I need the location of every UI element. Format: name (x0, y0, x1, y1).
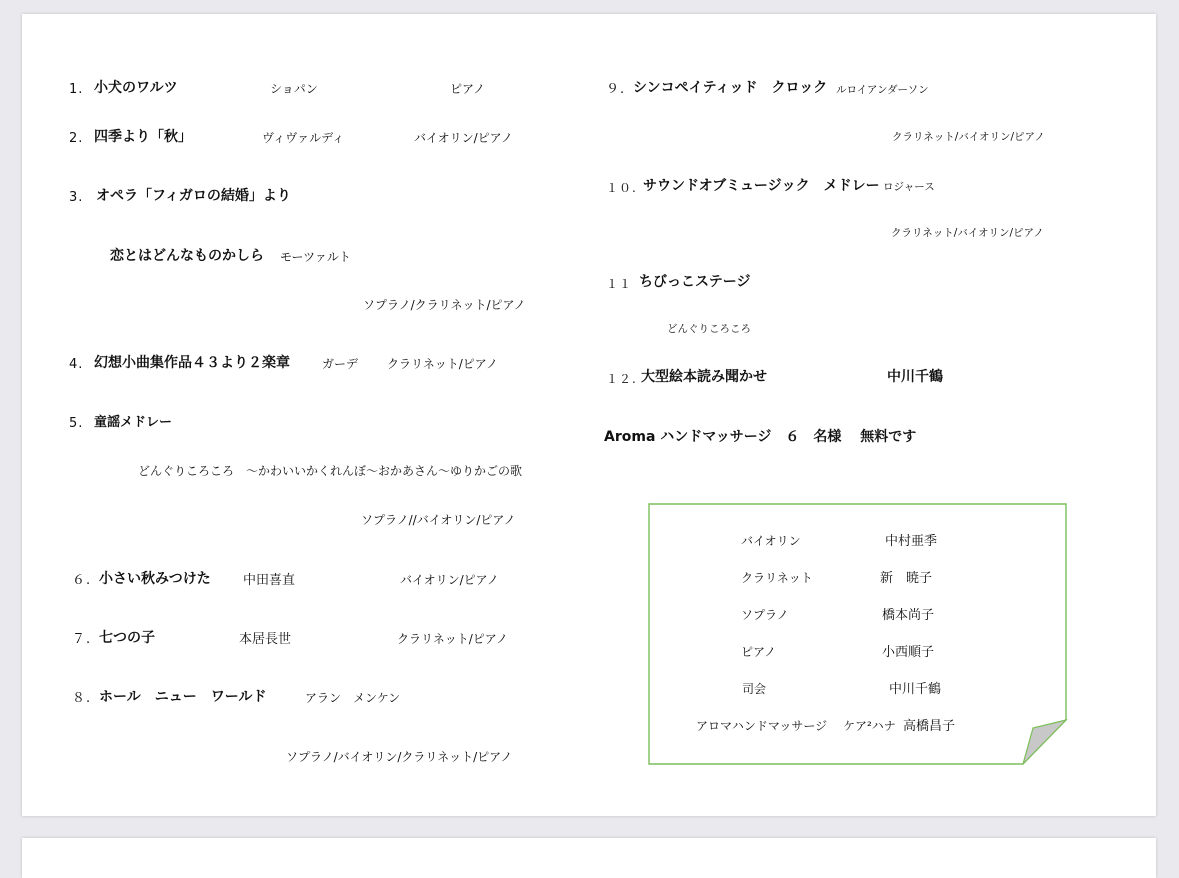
performer-role-4: ピアノ (741, 645, 777, 659)
item-10-title: サウンドオブミュージック メドレー (643, 178, 880, 194)
item-3-instruments: ソプラノ/クラリネット/ピアノ (363, 298, 526, 312)
item-8-composer: アラン メンケン (305, 691, 401, 705)
item-1-number: 1. (69, 82, 84, 97)
item-6-instruments: バイオリン/ピアノ (400, 573, 499, 587)
item-2-number: 2. (69, 131, 84, 146)
item-4-instruments: クラリネット/ピアノ (387, 357, 498, 371)
item-6-composer: 中田喜直 (243, 573, 296, 588)
item-7-title: 七つの子 (99, 630, 155, 646)
performer-name-1: 中村亜季 (885, 534, 938, 549)
item-1-title: 小犬のワルツ (94, 80, 178, 96)
performer-name-2: 新 暁子 (880, 571, 933, 586)
performer-name-5: 中川千鶴 (889, 682, 942, 697)
item-9-instruments: クラリネット/バイオリン/ピアノ (892, 131, 1045, 143)
item-7-composer: 本居長世 (239, 632, 292, 647)
performer-role-3: ソプラノ (741, 608, 789, 622)
item-6-title: 小さい秋みつけた (99, 571, 211, 587)
item-9-title: シンコペイティッド クロック (633, 80, 828, 96)
item-4-composer: ガーデ (322, 357, 359, 371)
item-4-title: 幻想小曲集作品４３より２楽章 (94, 355, 290, 371)
item-2-composer: ヴィヴァルディ (262, 131, 345, 145)
performer-role-1: バイオリン (741, 534, 801, 548)
item-2-instruments: バイオリン/ピアノ (414, 131, 513, 145)
item-3-composer: モーツァルト (280, 250, 351, 264)
performer-role-6: アロマハンドマッサージ ケア²ハナ (696, 719, 896, 733)
item-5-number: 5. (69, 416, 84, 431)
next-document-page (22, 838, 1156, 878)
item-12-title: 大型絵本読み聞かせ (641, 369, 767, 385)
item-2-title: 四季より「秋」 (94, 129, 192, 145)
item-8-title: ホール ニュー ワールド (99, 689, 267, 705)
performer-role-5: 司会 (742, 682, 767, 696)
item-1-composer: ショパン (270, 82, 318, 96)
item-10-number: １０. (606, 181, 637, 195)
item-5-title: 童謡メドレー (94, 415, 173, 430)
item-11-title: ちびっこステージ (639, 274, 751, 290)
item-6-number: ６. (72, 573, 92, 588)
performer-role-2: クラリネット (741, 571, 813, 585)
item-10-instruments: クラリネット/バイオリン/ピアノ (891, 227, 1044, 239)
item-3-subtitle: 恋とはどんなものかしら (110, 248, 264, 264)
performer-name-3: 橋本尚子 (882, 608, 935, 623)
item-11-number: １１ (606, 277, 633, 291)
item-3-title: オペラ「フィガロの結婚」より (96, 188, 291, 204)
performer-name-6: 高橋昌子 (903, 719, 956, 734)
item-5-songs: どんぐりころころ ～かわいいかくれんぼ～おかあさん～ゆりかごの歌 (138, 464, 523, 478)
performer-name-4: 小西順子 (882, 645, 935, 660)
item-12-performer: 中川千鶴 (887, 369, 943, 385)
item-1-instruments: ピアノ (450, 82, 486, 96)
aroma-note: Aroma ハンドマッサージ ６ 名様 無料です (604, 429, 917, 445)
item-9-number: ９. (606, 82, 626, 97)
item-7-instruments: クラリネット/ピアノ (397, 632, 508, 646)
item-12-number: １２. (606, 372, 637, 386)
item-5-instruments: ソプラノ//バイオリン/ピアノ (361, 513, 516, 527)
item-4-number: 4. (69, 357, 84, 372)
item-3-number: 3. (69, 190, 84, 205)
item-10-composer: ロジャース (883, 181, 935, 193)
item-8-number: ８. (72, 691, 92, 706)
item-9-composer: ルロイアンダーソン (836, 84, 929, 96)
document-page (22, 14, 1156, 816)
item-7-number: ７. (72, 632, 92, 647)
item-8-instruments: ソプラノ/バイオリン/クラリネット/ピアノ (286, 750, 513, 764)
item-11-performer: どんぐりころころ (667, 323, 751, 335)
